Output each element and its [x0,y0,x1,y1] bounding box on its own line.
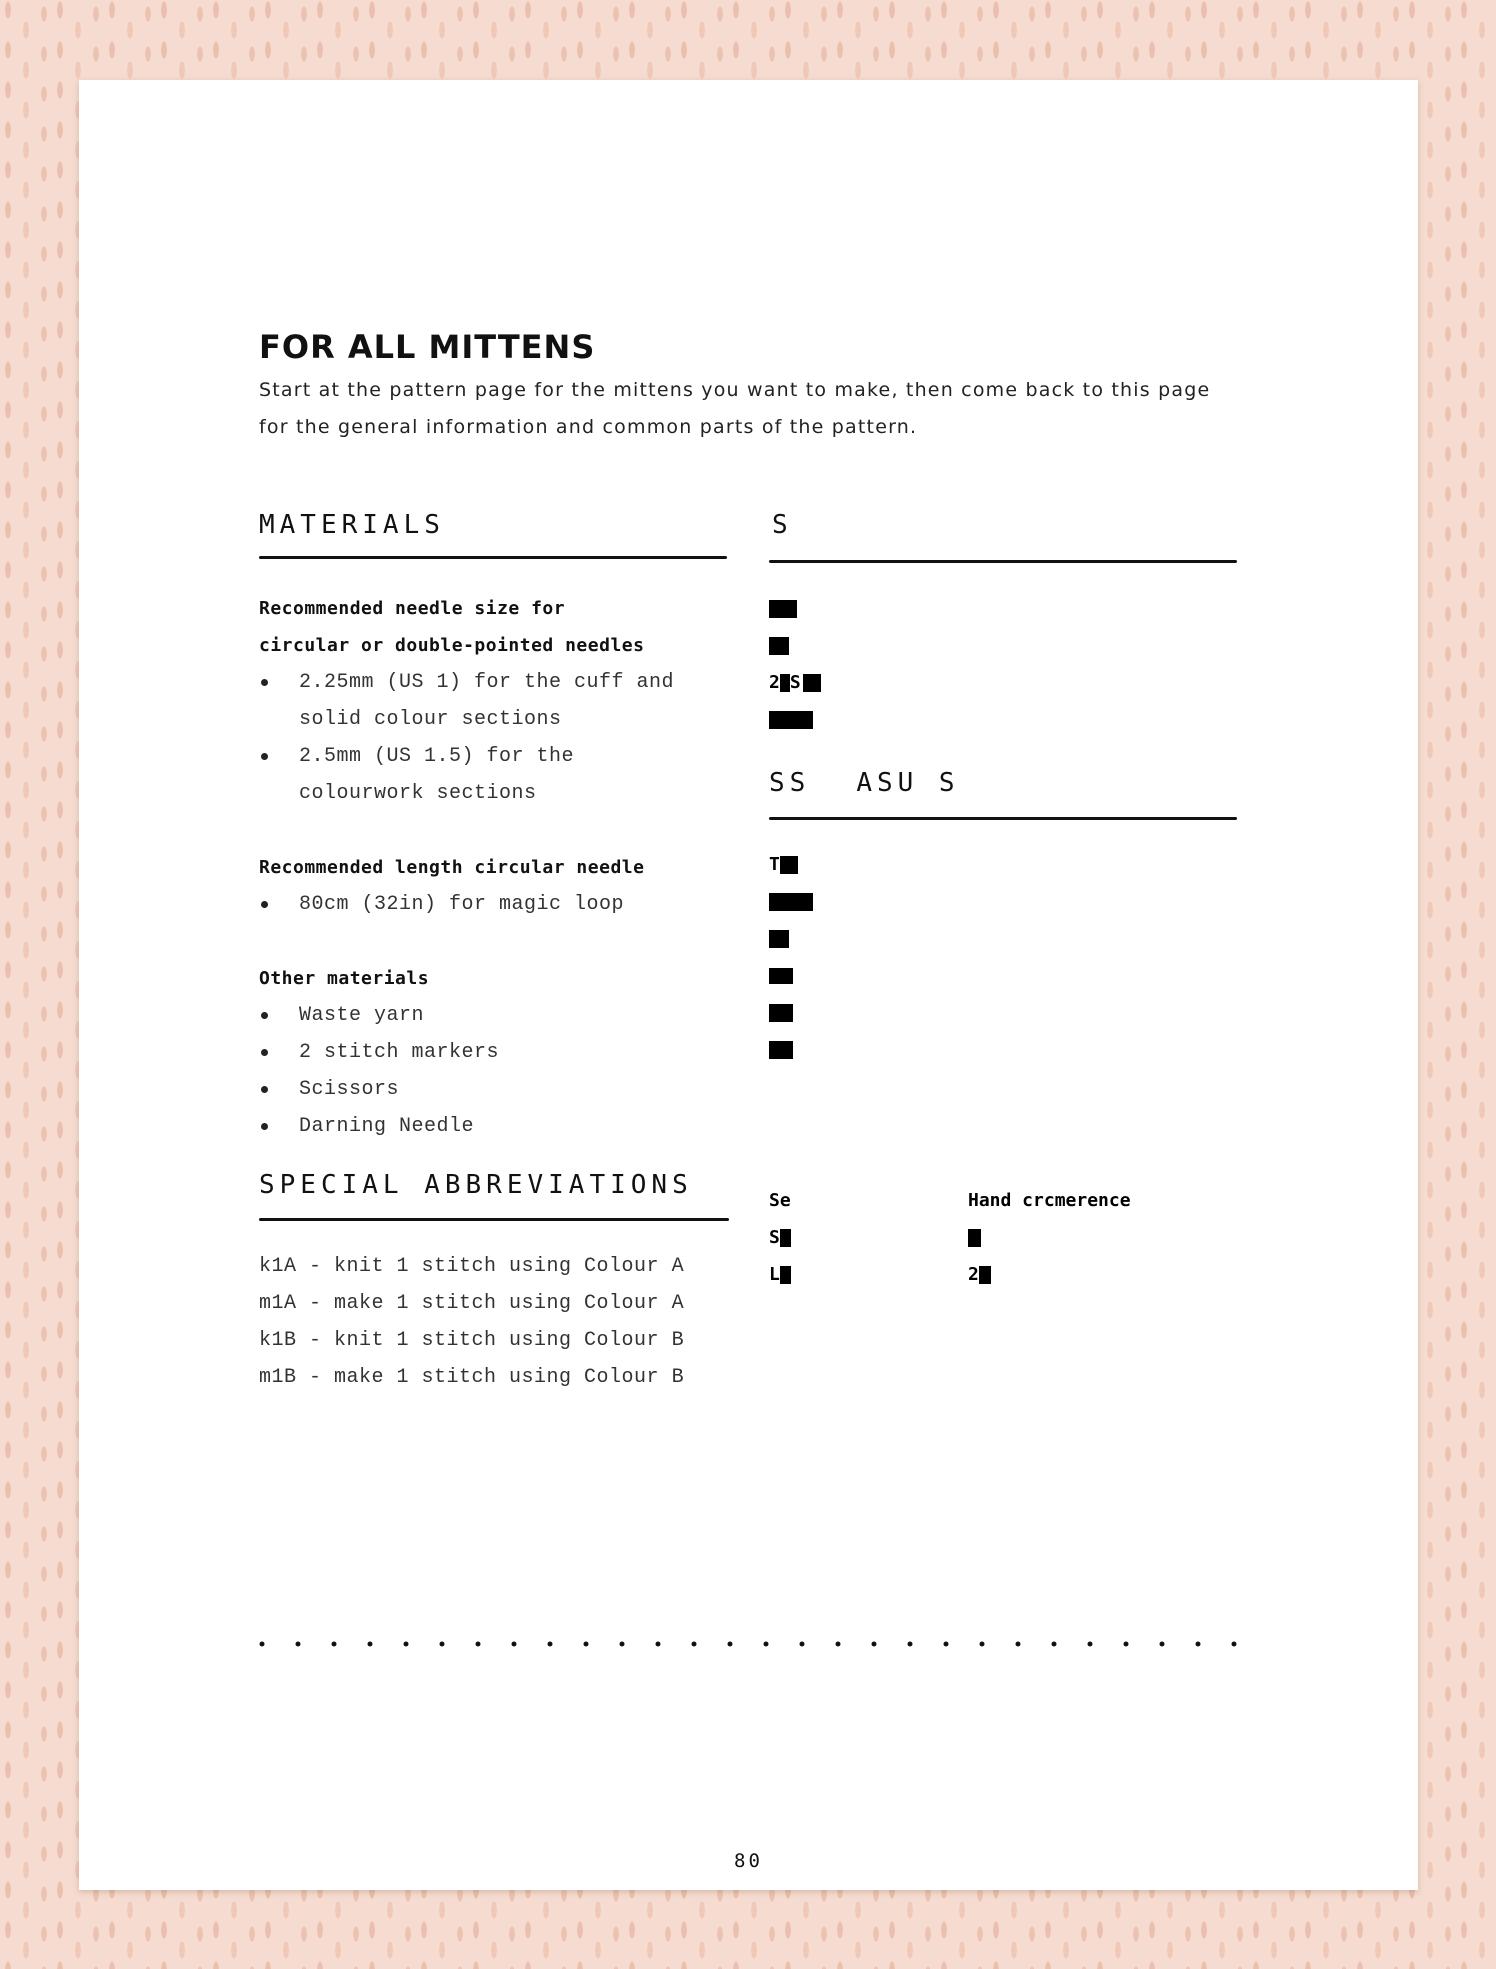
list-item: 2.25mm (US 1) for the cuff and solid colour sections [259,664,739,738]
materials-block [259,590,739,1145]
abbreviation-item: m1A - make 1 stitch using Colour A [259,1292,685,1315]
redaction-block [780,674,790,692]
redaction-block [968,1229,981,1247]
redaction-block [769,1041,793,1059]
redaction-block [769,930,789,948]
needle-size-list [259,664,739,812]
materials-rule [259,556,727,559]
redaction-block [769,968,793,984]
needle-length-list [259,886,739,923]
document-page [79,80,1418,1890]
abbreviations-heading: SPECIAL ABBREVIATIONS [259,1170,693,1200]
right-rule-1 [769,560,1237,563]
size-row-large: L [769,1264,780,1285]
needle-length-heading: Recommended length circular needle [259,857,645,878]
abbreviation-item: m1B - make 1 stitch using Colour B [259,1366,685,1389]
list-item: Darning Needle [259,1108,739,1145]
redaction-block [769,893,813,911]
size-row-small: S [769,1227,780,1248]
right-block-1: 2 S [769,590,821,738]
page-title: FOR ALL MITTENS [259,328,596,366]
redaction-block [769,600,797,618]
list-item: 2.5mm (US 1.5) for the colourwork sections [259,738,739,812]
list-item: 80cm (32in) for magic loop [259,886,739,923]
list-item: Waste yarn [259,997,739,1034]
abbreviations-rule [259,1218,729,1221]
right-block-2: T [769,846,813,1068]
intro-paragraph: Start at the pattern page for the mittens you want to make, then come back to this page for the general information and common parts of the pattern. [259,379,1211,438]
right-heading-1: S [772,510,793,540]
right-heading-2: SS ASU S [769,768,960,798]
redaction-block [780,1229,791,1247]
redaction-block [979,1266,991,1284]
abbreviations-list [259,1248,684,1396]
right-rule-2 [769,817,1237,820]
list-item: Scissors [259,1071,739,1108]
redaction-block [803,674,821,692]
abbreviation-item: k1A - knit 1 stitch using Colour A [259,1255,685,1278]
size-table [769,1182,791,1293]
other-materials-heading: Other materials [259,968,430,989]
redaction-block [780,856,798,874]
dotted-divider [259,1637,1239,1651]
materials-heading: MATERIALS [259,510,445,540]
page-number: 80 [734,1850,763,1872]
redaction-block [769,637,789,655]
other-materials-list [259,997,739,1145]
size-column-header: Se [769,1190,791,1211]
list-item: 2 stitch markers [259,1034,739,1071]
redaction-block [780,1266,791,1284]
needle-size-heading-2: circular or double-pointed needles [259,635,645,656]
abbreviation-item: k1B - knit 1 stitch using Colour B [259,1329,685,1352]
redaction-block [769,711,813,729]
hand-circumference-column: Hand crcmerence 2 [968,1182,1131,1293]
needle-size-heading-1: Recommended needle size for [259,598,566,619]
hand-circumference-header: Hand crcmerence [968,1190,1131,1211]
redaction-block [769,1004,793,1022]
